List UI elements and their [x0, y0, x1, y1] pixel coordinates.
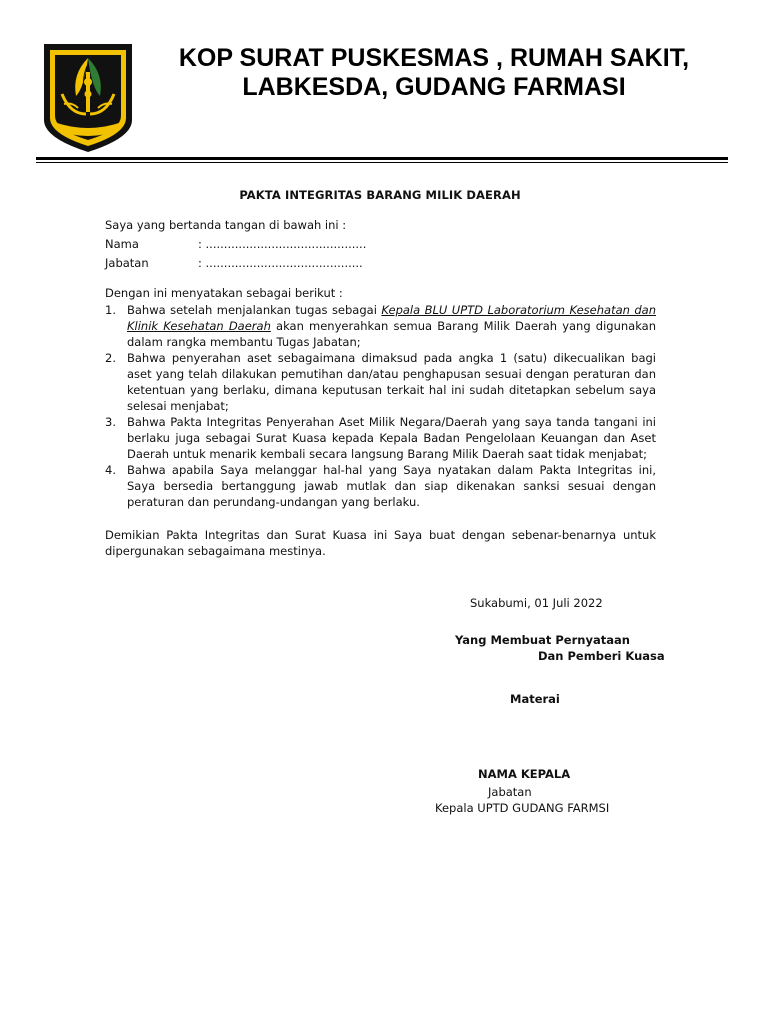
item-number: 4.: [105, 463, 116, 477]
list-item: [105, 350, 656, 414]
letterhead-divider-thin: [36, 162, 728, 163]
place-date: Sukabumi, 01 Juli 2022: [470, 596, 603, 610]
intro-text: Saya yang bertanda tangan di bawah ini :: [105, 218, 347, 232]
field-value-jabatan: : ...........................................: [198, 256, 363, 270]
item-text-before: Bahwa setelah menjalankan tugas sebagai: [127, 303, 377, 317]
stamp-placeholder: Materai: [510, 692, 560, 706]
list-item: [105, 414, 656, 462]
signer-name: NAMA KEPALA: [478, 767, 571, 781]
document-title: PAKTA INTEGRITAS BARANG MILIK DAERAH: [239, 188, 521, 202]
letterhead-line-2: LABKESDA, GUDANG FARMASI: [242, 73, 626, 101]
letterhead-line-1: KOP SURAT PUSKESMAS , RUMAH SAKIT,: [178, 44, 690, 72]
item-text: Bahwa apabila Saya melanggar hal-hal yang Saya nyatakan dalam Pakta Integritas ini, Saya bersedia bertanggung jawab mutlak dan siap dikenakan sanksi sesuai dengan peraturan dan perundang-undangan yang berlaku.: [127, 463, 656, 509]
field-value-nama: : ............................................: [198, 237, 367, 251]
letterhead-title: [150, 44, 718, 102]
item-text-after: akan menyerahkan semua Barang Milik Daerah yang digunakan dalam rangka membantu Tugas Jabatan;: [127, 319, 656, 349]
item-text: Bahwa Pakta Integritas Penyerahan Aset Milik Negara/Daerah yang saya tanda tangani ini berlaku juga sebagai Surat Kuasa kepada Kepala Badan Pengelolaan Keuangan dan Aset Daerah untuk menarik kembali secara langsung Barang Milik Daerah saat tidak menjabat;: [127, 415, 656, 461]
signer-position: Jabatan: [488, 785, 532, 799]
item-number: 1.: [105, 303, 116, 317]
signer-role-line-1: Yang Membuat Pernyataan: [455, 633, 630, 647]
item-text: [127, 302, 656, 350]
list-item: [105, 462, 656, 510]
regional-logo: [42, 42, 134, 154]
list-item: [105, 302, 656, 350]
statement-list: [105, 302, 656, 510]
kabupaten-sukabumi-emblem-icon: [42, 42, 134, 154]
statement-intro: Dengan ini menyatakan sebagai berikut :: [105, 286, 343, 300]
letterhead-divider-thick: [36, 157, 728, 160]
signer-office: Kepala UPTD GUDANG FARMSI: [435, 801, 610, 815]
closing-paragraph: Demikian Pakta Integritas dan Surat Kuasa ini Saya buat dengan sebenar-benarnya untuk dipergunakan sebagaimana mestinya.: [105, 528, 656, 558]
item-number: 2.: [105, 351, 116, 365]
signer-role-line-2: Dan Pemberi Kuasa: [538, 649, 665, 663]
field-label-nama: Nama: [105, 237, 139, 251]
field-label-jabatan: Jabatan: [105, 256, 149, 270]
item-emphasis: Kepala BLU UPTD Laboratorium Kesehatan dan Klinik Kesehatan Daerah: [127, 303, 656, 333]
item-text: Bahwa penyerahan aset sebagaimana dimaksud pada angka 1 (satu) dikecualikan bagi aset yang telah dilakukan pemutihan dan/atau penghapusan sesuai dengan peraturan dan ketentuan yang berlaku, dimana keputusan terkait hal ini sudah ditetapkan sebelum saya selesai menjabat;: [127, 351, 656, 413]
item-number: 3.: [105, 415, 116, 429]
